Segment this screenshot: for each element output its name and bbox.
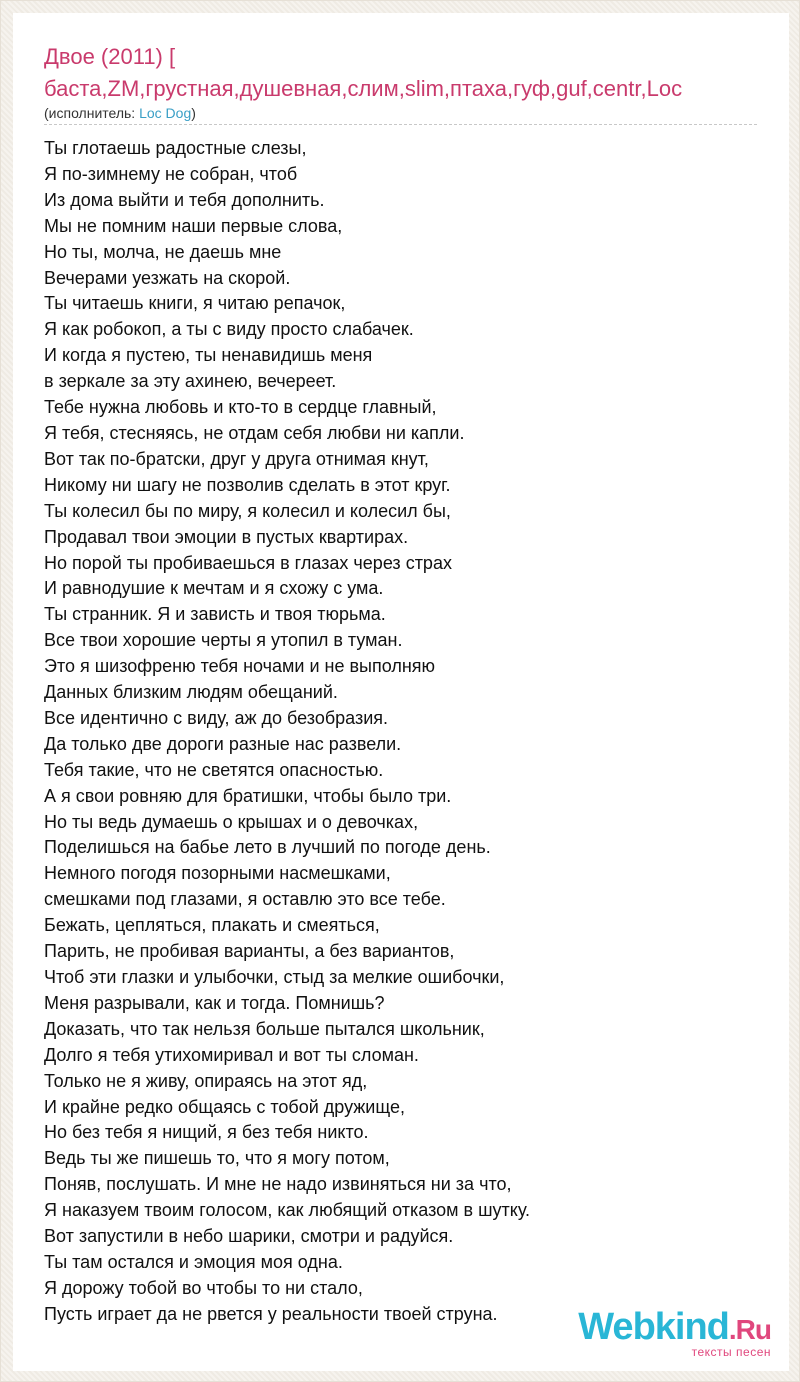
lyric-line: Ты колесил бы по миру, я колесил и колесил бы, [44,500,451,521]
lyric-line: Данных близким людям обещаний. [44,682,338,703]
lyric-line: Вот запустили в небо шарики, смотри и радуйся. [44,1226,454,1247]
lyric-line: Я тебя, стесняясь, не отдам себя любви ни капли. [44,422,465,443]
lyric-line: Я как робокоп, а ты с виду просто слабачек. [44,319,414,340]
lyric-line: Ты читаешь книги, я читаю репачок, [44,293,346,314]
lyric-line: Да только две дороги разные нас развели. [44,733,402,754]
lyric-line: Чтоб эти глазки и улыбочки, стыд за мелкие ошибочки, [44,967,505,987]
lyric-line: Бежать, цепляться, плакать и смеяться, [44,915,380,936]
lyric-line: Тебя такие, что не светятся опасностью. [44,759,384,780]
artist-prefix: (исполнитель: [44,105,140,121]
lyric-line: Тебе нужна любовь и кто-то в сердце главный, [44,397,437,418]
lyric-line: И когда я пустею, ты ненавидишь меня [44,345,373,366]
lyric-line: Продавал твои эмоции в пустых квартирах. [44,526,409,547]
song-title-line-1: Двое (2011) [ [44,44,176,69]
lyric-line: Из дома выйти и тебя дополнить. [44,189,325,210]
artist-link[interactable]: Loc Dog [139,105,192,121]
lyric-line: Но без тебя я нищий, я без тебя никто. [44,1122,369,1143]
divider [44,124,757,125]
lyric-line: Ведь ты же пишешь то, что я могу потом, [44,1148,390,1169]
song-title-line-2: баста,ZM,грустная,душевная,слим,slim,птаха,гуф,guf,centr,Loc [44,76,683,101]
lyric-line: Долго я тебя утихомиривал и вот ты сломан. [44,1044,419,1065]
lyric-line: смешками под глазами, я оставлю это все тебе. [44,889,446,910]
lyric-line: Мы не помним наши первые слова, [44,215,343,236]
lyric-line: Я дорожу тобой во чтобы то ни стало, [44,1277,363,1298]
logo-tagline: тексты песен [691,1345,771,1359]
lyric-line: Ты глотаешь радостные слезы, [44,138,307,158]
lyric-line: Но ты ведь думаешь о крышах и о девочках, [44,811,419,832]
lyric-line: Никому ни шагу не позволив сделать в этот круг. [44,474,451,495]
lyric-line: Я по-зимнему не собран, чтоб [44,163,298,184]
webkind-logo [578,1308,771,1359]
song-title [44,41,784,105]
lyric-line: Только не я живу, опираясь на этот яд, [44,1070,368,1091]
lyric-line: Все идентично с виду, аж до безобразия. [44,707,389,728]
lyric-line: Все твои хорошие черты я утопил в туман. [44,630,403,651]
lyric-line: Ты там остался и эмоция моя одна. [44,1251,343,1272]
lyric-line: Парить, не пробивая варианты, а без вариантов, [44,941,455,962]
lyric-line: Доказать, что так нельзя больше пытался школьник, [44,1018,485,1039]
lyric-line: Поняв, послушать. И мне не надо извиняться ни за что, [44,1174,512,1195]
lyric-line: Но порой ты пробиваешься в глазах через страх [44,552,452,573]
artist-line [44,105,196,121]
lyric-line: Немного погодя позорными насмешками, [44,863,391,884]
lyric-line: Но ты, молча, не даешь мне [44,241,282,262]
lyric-line: А я свои ровняю для братишки, чтобы было три. [44,785,452,806]
lyric-line: в зеркале за эту ахинею, вечереет. [44,371,337,392]
lyric-line: Меня разрывали, как и тогда. Помнишь? [44,992,385,1013]
lyric-line: Это я шизофреню тебя ночами и не выполняю [44,656,436,677]
lyrics-list [44,136,774,1328]
lyric-line: Пусть играет да не рвется у реальности твоей струна. [44,1303,498,1324]
logo-brand-main: Webkind [578,1306,729,1348]
lyric-line: Вот так по-братски, друг у друга отнимая кнут, [44,448,429,469]
lyric-line: Ты странник. Я и зависть и твоя тюрьма. [44,604,386,625]
lyric-line: Поделишься на бабье лето в лучший по погоде день. [44,837,491,858]
logo-brand [578,1308,771,1349]
artist-suffix: ) [191,105,196,121]
lyric-line: Я наказуем твоим голосом, как любящий отказом в шутку. [44,1200,531,1221]
lyric-line: Вечерами уезжать на скорой. [44,267,291,288]
lyric-line: И крайне редко общаясь с тобой дружище, [44,1096,405,1117]
logo-brand-tld: .Ru [728,1314,771,1345]
lyric-line: И равнодушие к мечтам и я схожу с ума. [44,578,384,599]
